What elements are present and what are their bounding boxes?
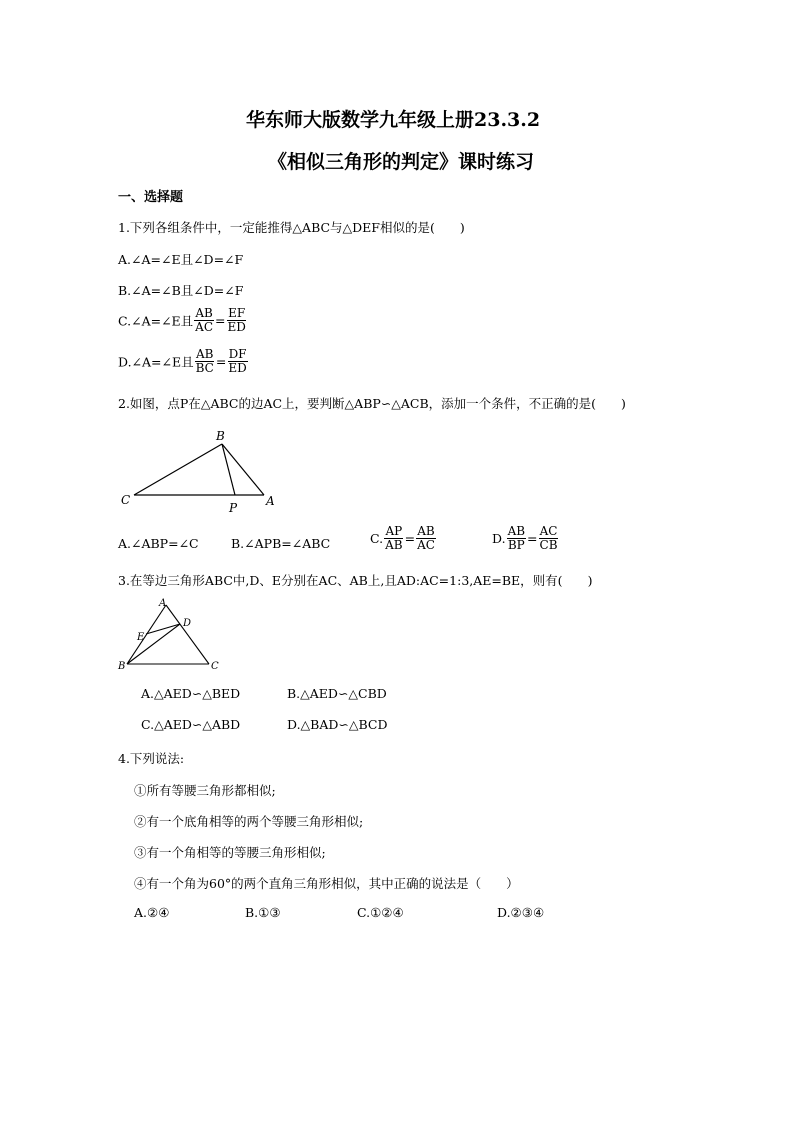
- q3-label-d: D: [183, 618, 192, 629]
- q3-figure: [116, 596, 226, 674]
- q2-d-f1-num: AB: [507, 524, 526, 538]
- q3-option-b: B.△AED∽△CBD: [287, 686, 387, 701]
- q1-c-eq: =: [215, 313, 226, 328]
- doc-title-line2: 《相似三角形的判定》课时练习: [268, 151, 535, 173]
- q2-d-f2-den: CB: [539, 538, 558, 552]
- q1-c-f2-den: ED: [227, 320, 246, 334]
- q2-c-eq: =: [404, 531, 416, 546]
- q1-option-c: [118, 307, 248, 334]
- q4-statement-4: ④有一个角为60°的两个直角三角形相似，其中正确的说法是（ ）: [134, 876, 519, 891]
- q2-side-cb: [134, 444, 222, 495]
- q4-statement-3: ③有一个角相等的等腰三角形相似;: [134, 845, 326, 860]
- q4-statement-1: ①所有等腰三角形都相似;: [134, 783, 276, 798]
- q2-option-d: [492, 525, 560, 552]
- q1-d-eq: =: [215, 354, 227, 369]
- q1-d-f2-den: ED: [228, 361, 247, 375]
- q3-side-ac: [166, 605, 209, 664]
- q3-stem: 3.在等边三角形ABC中,D、E分别在AC、AB上,且AD:AC=1:3,AE=BE，则有( ): [118, 573, 593, 588]
- q1-option-b: B.∠A=∠B且∠D=∠F: [118, 283, 244, 298]
- q2-d-fraction-1: [507, 525, 526, 552]
- q4-option-d: D.②③④: [497, 905, 545, 920]
- q2-option-c: [370, 525, 437, 552]
- q2-c-fraction-2: [416, 525, 436, 552]
- q2-option-b: B.∠APB=∠ABC: [231, 536, 331, 551]
- q2-d-f2-num: AC: [539, 524, 558, 538]
- q2-label-a: A: [266, 494, 275, 508]
- q1-c-f1-den: AC: [195, 320, 214, 334]
- q1-stem: 1.下列各组条件中，一定能推得△ABC与△DEF相似的是( ): [118, 220, 465, 235]
- q2-c-f2-den: AC: [417, 538, 435, 552]
- q1-d-fraction-1: [195, 348, 215, 375]
- q4-option-c: C.①②④: [357, 905, 404, 920]
- q3-label-b: B: [118, 661, 126, 672]
- q3-segment-bd: [127, 624, 180, 664]
- q2-c-fraction-1: [384, 525, 403, 552]
- q1-d-f1-num: AB: [196, 347, 214, 361]
- q1-c-f2-num: EF: [228, 306, 246, 320]
- q4-stem: 4.下列说法:: [118, 751, 185, 766]
- q2-label-c: C: [121, 493, 131, 507]
- q2-figure: [118, 425, 288, 520]
- q3-label-e: E: [137, 632, 145, 643]
- q2-d-f1-den: BP: [507, 538, 525, 552]
- q2-label-b: B: [216, 429, 225, 443]
- section-heading: 一、选择题: [118, 190, 184, 205]
- q2-c-f2-num: AB: [417, 524, 435, 538]
- q4-option-a: A.②④: [134, 905, 170, 920]
- q2-label-p: P: [229, 501, 238, 515]
- q3-segment-ed: [146, 624, 180, 634]
- q2-stem: 2.如图，点P在△ABC的边AC上，要判断△ABP∽△ACB，添加一个条件，不正确的是( ): [118, 396, 626, 411]
- q2-d-eq: =: [527, 531, 538, 546]
- q1-c-prefix: C.∠A=∠E且: [118, 313, 194, 329]
- q1-d-f1-den: BC: [195, 361, 214, 375]
- q1-d-f2-num: DF: [228, 347, 247, 361]
- q1-d-fraction-2: [227, 348, 247, 375]
- q2-c-f1-num: AP: [385, 524, 403, 538]
- q1-c-fraction-1: [194, 307, 214, 334]
- q1-c-fraction-2: [227, 307, 247, 334]
- q2-option-a: A.∠ABP=∠C: [118, 536, 199, 551]
- q1-d-prefix: D.∠A=∠E且: [118, 354, 194, 370]
- q2-d-fraction-2: [539, 525, 559, 552]
- q3-label-a: A: [159, 598, 167, 609]
- q4-statement-2: ②有一个底角相等的两个等腰三角形相似;: [134, 814, 364, 829]
- q1-c-f1-num: AB: [195, 306, 213, 320]
- q3-option-a: A.△AED∽△BED: [141, 686, 241, 701]
- q1-option-a: A.∠A=∠E且∠D=∠F: [118, 252, 244, 267]
- doc-title-line1: 华东师大版数学九年级上册23.3.2: [246, 109, 541, 131]
- q2-d-prefix: D.: [492, 531, 506, 546]
- q3-label-c: C: [211, 661, 219, 672]
- q1-option-d: [118, 348, 249, 375]
- q4-option-b: B.①③: [245, 905, 281, 920]
- q3-option-d: D.△BAD∽△BCD: [287, 717, 388, 732]
- q3-side-ab: [127, 605, 166, 664]
- q2-c-f1-den: AB: [385, 538, 403, 552]
- q2-c-prefix: C.: [370, 531, 384, 546]
- q3-option-c: C.△AED∽△ABD: [141, 717, 241, 732]
